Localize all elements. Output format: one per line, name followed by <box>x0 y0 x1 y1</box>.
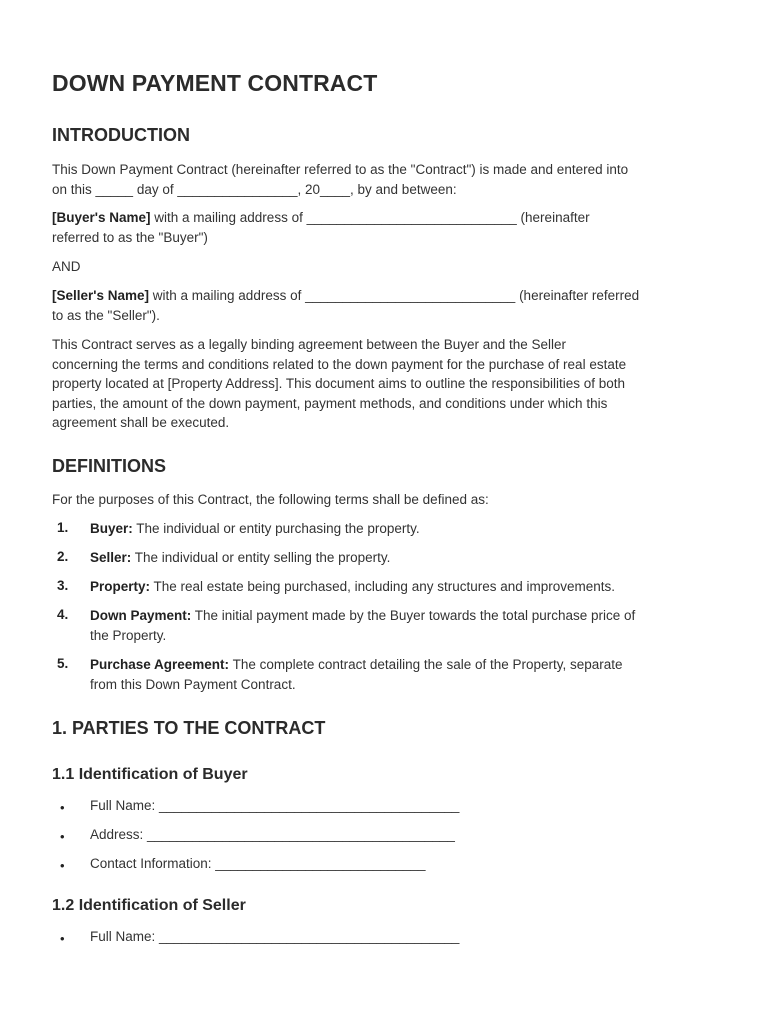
definition-term: Purchase Agreement: <box>90 657 230 672</box>
purpose-line-4: parties, the amount of the down payment, payment methods, and conditions under which this <box>52 395 608 411</box>
buyer-address-text: with a mailing address of ____________________________ (hereinafter <box>150 210 590 225</box>
definition-number: 5. <box>57 656 69 671</box>
purpose-line-1: This Contract serves as a legally binding agreement between the Buyer and the Seller <box>52 337 567 352</box>
definition-text: The initial payment made by the Buyer towards the total purchase price of <box>191 608 636 623</box>
definition-text: The individual or entity purchasing the property. <box>132 521 420 536</box>
purpose-line-3: property located at [Property Address]. This document aims to outline the responsibilities of both <box>52 376 626 391</box>
definition-item <box>90 519 720 539</box>
parties-heading: 1. PARTIES TO THE CONTRACT <box>52 718 326 738</box>
definitions-intro: For the purposes of this Contract, the following terms shall be defined as: <box>52 492 489 507</box>
buyer-name-placeholder: [Buyer's Name] <box>52 210 151 225</box>
definition-text-continued: from this Down Payment Contract. <box>90 676 296 692</box>
bullet-icon: • <box>60 829 65 844</box>
purpose-line-2: concerning the terms and conditions related to the down payment for the purchase of real estate <box>52 356 627 372</box>
definition-text: The individual or entity selling the property. <box>131 550 391 565</box>
document-title: DOWN PAYMENT CONTRACT <box>52 70 378 96</box>
seller-full-name-field: Full Name: ________________________________________ <box>90 929 460 944</box>
purpose-line-5: agreement shall be executed. <box>52 415 230 430</box>
definition-number: 3. <box>57 578 69 593</box>
intro-line-1: This Down Payment Contract (hereinafter referred to as the "Contract") is made and entered into <box>52 162 629 177</box>
bullet-icon: • <box>60 800 65 815</box>
definition-term: Down Payment: <box>90 608 192 623</box>
introduction-heading: INTRODUCTION <box>52 125 190 145</box>
definition-number: 2. <box>57 549 69 564</box>
definition-number: 4. <box>57 607 69 622</box>
definition-term: Buyer: <box>90 521 133 536</box>
definition-text-continued: the Property. <box>90 627 167 643</box>
seller-referred-text: to as the "Seller"). <box>52 307 160 323</box>
definition-item <box>90 655 720 694</box>
definitions-heading: DEFINITIONS <box>52 456 167 476</box>
seller-address-text: with a mailing address of ____________________________ (hereinafter referred <box>149 288 640 303</box>
definition-term: Seller: <box>90 550 132 565</box>
definition-text: The real estate being purchased, including any structures and improvements. <box>150 579 616 594</box>
definition-text: The complete contract detailing the sale of the Property, separate <box>229 657 623 672</box>
buyer-full-name-field: Full Name: ________________________________________ <box>90 798 460 813</box>
buyer-identification-heading: 1.1 Identification of Buyer <box>52 766 248 783</box>
buyer-paragraph <box>52 208 722 247</box>
bullet-icon: • <box>60 858 65 873</box>
buyer-referred-text: referred to as the "Buyer") <box>52 229 208 245</box>
bullet-icon: • <box>60 931 65 946</box>
intro-line-2: on this _____ day of ________________, 20____, by and between: <box>52 181 457 197</box>
seller-identification-heading: 1.2 Identification of Seller <box>52 897 246 914</box>
definition-term: Property: <box>90 579 151 594</box>
seller-name-placeholder: [Seller's Name] <box>52 288 150 303</box>
and-text: AND <box>52 259 81 274</box>
definition-item <box>90 606 720 645</box>
buyer-contact-field: Contact Information: ____________________________ <box>90 856 426 871</box>
buyer-address-field: Address: _________________________________________ <box>90 827 455 842</box>
purpose-paragraph <box>52 335 722 433</box>
intro-paragraph <box>52 160 722 199</box>
definition-item <box>90 577 720 597</box>
seller-paragraph <box>52 286 722 325</box>
definition-item <box>90 548 720 568</box>
definition-number: 1. <box>57 520 69 535</box>
